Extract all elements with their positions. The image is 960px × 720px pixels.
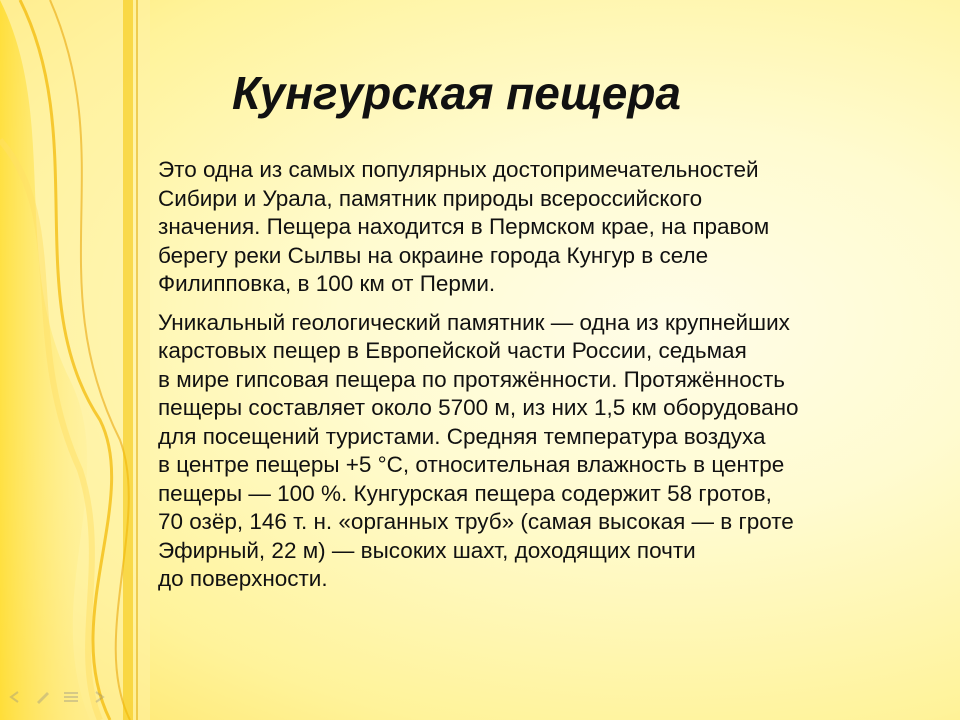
text-line: Эфирный, 22 м) — высоких шахт, доходящих почти [158, 537, 696, 563]
text-line: пещеры составляет около 5700 м, из них 1,5 км оборудовано [158, 395, 799, 420]
text-line: карстовых пещер в Европейской части России, седьмая [158, 338, 747, 363]
back-arrow-icon[interactable] [6, 690, 24, 704]
text-line: Это одна из самых популярных достопримечательностей [158, 157, 759, 182]
text-line: Филипповка, в 100 км от Перми. [158, 271, 496, 296]
swoosh-graphic [0, 0, 150, 720]
slide-title: Кунгурская пещера [232, 67, 681, 119]
text-line: Сибири и Урала, памятник природы всероссийского [158, 185, 703, 211]
text-line: до поверхности. [158, 566, 328, 591]
text-line: в мире гипсовая пещера по протяжённости. Протяжённость [158, 366, 786, 392]
text-line: Уникальный геологический памятник — одна из крупнейших [158, 309, 790, 335]
text-line: 70 озёр, 146 т. н. «органных труб» (самая высокая — в гроте [158, 509, 794, 534]
paragraph-details [158, 309, 938, 594]
decorative-swoosh [0, 0, 150, 720]
text-line: в центре пещеры +5 °C, относительная влажность в центре [158, 452, 785, 477]
pen-icon[interactable] [34, 690, 52, 704]
slideshow-controls [6, 690, 108, 704]
paragraph-intro [158, 156, 938, 299]
text-line: пещеры — 100 %. Кунгурская пещера содержит 58 гротов, [158, 480, 772, 506]
slide-body [158, 156, 938, 604]
text-line: для посещений туристами. Средняя температура воздуха [158, 423, 766, 449]
forward-icon[interactable] [90, 690, 108, 704]
text-line: значения. Пещера находится в Пермском крае, на правом [158, 214, 770, 239]
text-line: берегу реки Сылвы на окраине города Кунгур в селе [158, 242, 709, 268]
menu-icon[interactable] [62, 690, 80, 704]
